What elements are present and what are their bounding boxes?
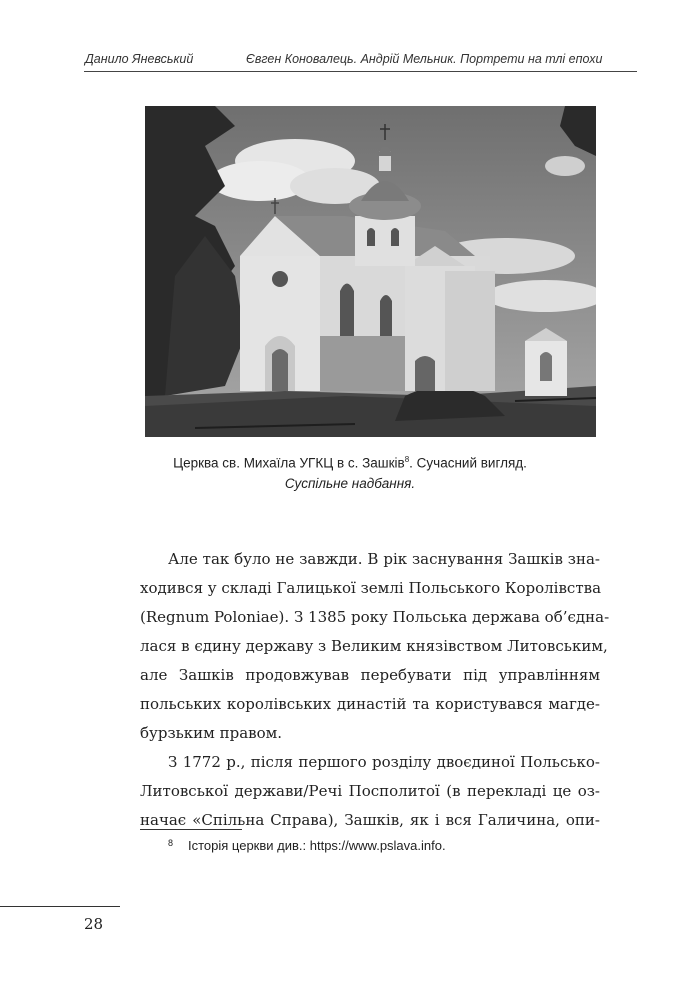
footnote-number: 8 [168, 838, 174, 848]
caption-text: Церква св. Михаїла УГКЦ в с. Зашків [173, 455, 405, 471]
page-number-rule [0, 906, 120, 907]
caption-footnote-ref[interactable]: 8 [404, 455, 410, 464]
header-rule [84, 71, 637, 72]
figure-caption [100, 455, 600, 471]
text-line: польських королівських династій та користувався магде- [140, 695, 600, 713]
text-line: лася в єдину державу з Великим князівством Литовським, [140, 637, 608, 655]
caption-text-tail: . Сучасний вигляд. [409, 455, 527, 471]
running-header-title: Євген Коновалець. Андрій Мельник. Портрети на тлі епохи [246, 52, 603, 66]
body-paragraph-1 [140, 545, 610, 748]
page-number: 28 [84, 915, 104, 933]
text-line: Литовської держави/Речі Посполитої (в перекладі це оз- [140, 782, 600, 800]
text-line: начає «Спільна Справа), Зашків, як і вся Галичина, опи- [140, 811, 600, 829]
text-line: але Зашків продовжував перебувати під управлінням [140, 666, 600, 684]
text-line: (Regnum Poloniae). З 1385 року Польська держава об’єдна- [140, 608, 610, 626]
footnote-rule [140, 829, 242, 830]
text-line: ходився у складі Галицької землі Польського Королівства [140, 579, 602, 597]
figure-credit: Суспільне надбання. [284, 476, 416, 491]
text-line: Але так було не завжди. В рік заснування Зашків зна- [168, 550, 600, 568]
running-header-author: Данило Яневський [85, 52, 194, 66]
text-line: бурзьким правом. [140, 724, 283, 742]
text-line: З 1772 р., після першого розділу двоєдиної Польсько- [168, 753, 600, 771]
footnote-text[interactable]: Історія церкви див.: https://www.pslava.info. [188, 838, 446, 853]
body-paragraph-2 [140, 748, 600, 835]
church-photo [145, 106, 596, 437]
